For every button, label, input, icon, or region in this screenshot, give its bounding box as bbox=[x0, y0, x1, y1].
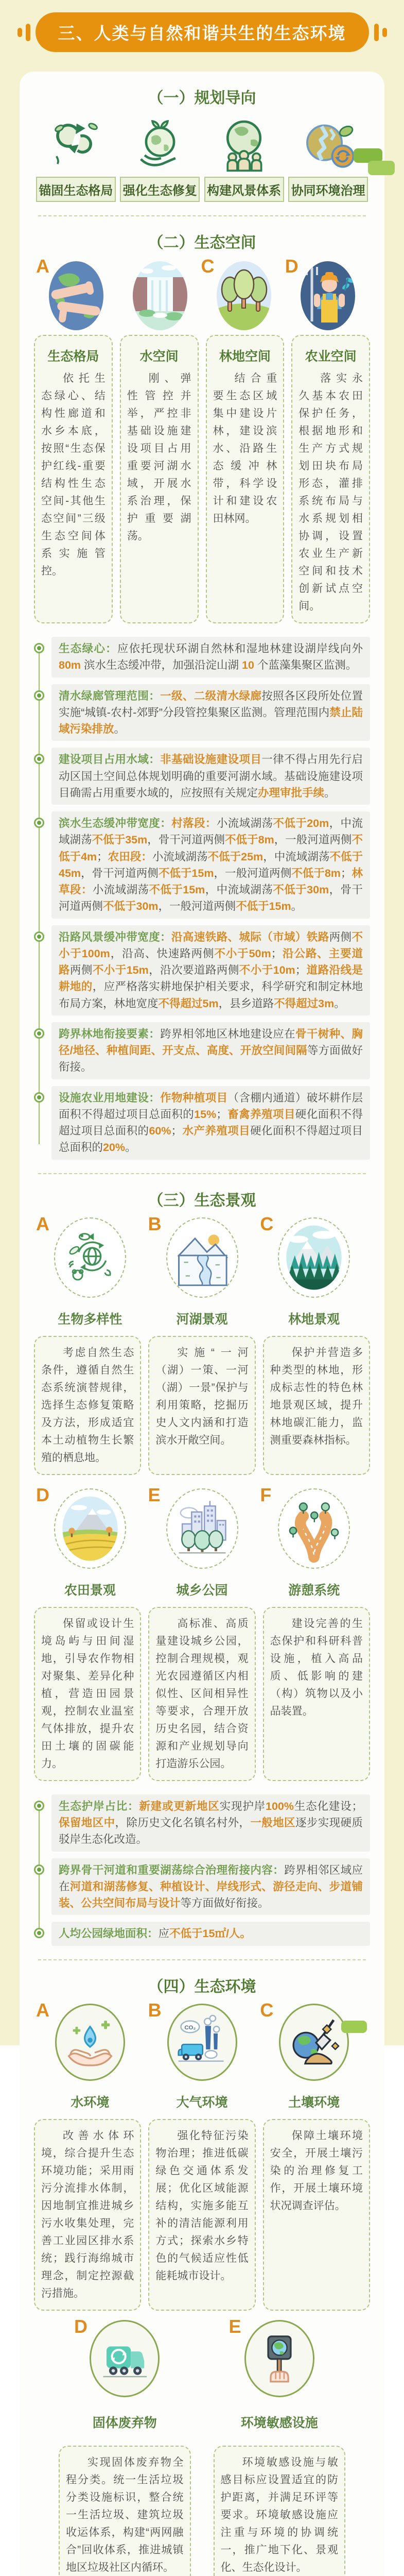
title-left-marks-icon bbox=[17, 24, 30, 41]
environment-row-1-cards bbox=[34, 2119, 370, 2311]
eco-space-bullets bbox=[34, 637, 370, 1160]
item-letter: D bbox=[285, 256, 298, 277]
environment-item bbox=[59, 2315, 191, 2397]
environment-card bbox=[34, 2119, 141, 2311]
eco-space-card bbox=[291, 335, 370, 623]
landscape-bullets bbox=[34, 1794, 370, 1946]
bullet-marker-icon bbox=[34, 690, 44, 701]
item-letter: E bbox=[229, 2315, 241, 2337]
bullet-text: 生态绿心：应依托现状环湖自然林和湿地林建设湖岸线向外 80m 滨水生态缓冲带，加强沿淀山湖 10 个蓝藻集聚区监测。 bbox=[51, 637, 370, 677]
biodiversity-icon bbox=[62, 1226, 118, 1290]
waterfall-icon bbox=[132, 260, 188, 332]
planning-item-label: 强化生态修复 bbox=[120, 177, 200, 202]
card-title: 林地空间 bbox=[219, 349, 271, 364]
caption: 固体废弃物 bbox=[92, 2415, 157, 2430]
bullet-marker-icon bbox=[34, 1865, 44, 1875]
bullet-item bbox=[34, 637, 370, 677]
caption: 城乡公园 bbox=[176, 1583, 228, 1598]
card-text: 强化特征污染物治理；推进低碳绿色交通体系发展；优化区域能源结构，实施多能互补的清洁能源利用方式；探索水乡特色的气候适应性低能耗城市设计。 bbox=[155, 2129, 249, 2282]
environment-item bbox=[258, 1999, 370, 2081]
environment-row-1-icons bbox=[34, 1999, 370, 2081]
bullet-item bbox=[34, 1858, 370, 1916]
bullet-marker-icon bbox=[34, 754, 44, 764]
landscape-row-1-captions bbox=[34, 1303, 370, 1333]
caption: 林地景观 bbox=[288, 1312, 340, 1327]
section-4-heading: （四）生态环境 bbox=[148, 1978, 256, 1995]
bullet-item bbox=[34, 1022, 370, 1079]
bullet-marker-icon bbox=[34, 1928, 44, 1938]
card-text: 保障土壤环境安全，开展土壤污染的治理修复工作，开展土壤环境状况调查评估。 bbox=[270, 2129, 363, 2212]
water-hands-icon bbox=[62, 2011, 118, 2074]
landscape-card bbox=[148, 1607, 255, 1781]
landscape-item bbox=[34, 1213, 146, 1298]
bullet-marker-icon bbox=[34, 931, 44, 942]
landscape-row-1-cards bbox=[34, 1336, 370, 1475]
card-text: 落实永久基本农田保护任务，根据地形和生产方式规划田块布局形态，灌排系统布局与水系规划相协调，设置农业生产新空间和技术创新试点空间。 bbox=[298, 372, 363, 613]
earth-hug-icon bbox=[48, 260, 104, 332]
planning-item bbox=[204, 115, 284, 202]
section-separator bbox=[38, 1959, 366, 1960]
card-text: 依托生态绿心、结构性廊道和水乡本底，按照“生态保护红线-重要结构性生态空间-其他生态空间”三级生态空间体系实施管控。 bbox=[41, 372, 106, 578]
landscape-item bbox=[146, 1213, 258, 1298]
caption: 游憩系统 bbox=[288, 1583, 340, 1598]
card-text: 环境敏感设施与敏感目标应设置适宜的防护距离，并满足环评等要求。环境敏感设施应注重与环境的协调统一，推广地下化、景观化、生态化设计。 bbox=[220, 2456, 338, 2573]
forest-trees-icon bbox=[216, 260, 272, 332]
bullet-marker-icon bbox=[34, 1092, 44, 1103]
item-letter: E bbox=[148, 1484, 161, 1505]
eco-space-item bbox=[118, 260, 202, 332]
landscape-card bbox=[148, 1336, 255, 1475]
corner-pill-bottom-icon bbox=[341, 2021, 367, 2033]
landscape-row-1-icons bbox=[34, 1213, 370, 1298]
co2-label: CO₂ bbox=[184, 2024, 196, 2031]
bullet-item bbox=[34, 1922, 370, 1945]
environment-card bbox=[148, 2119, 255, 2311]
card-text: 保护并营造多种类型的林地，形成标志性的特色林地景观区域，提升林地碳汇能力，监测重要森林指标。 bbox=[270, 1346, 363, 1446]
card-text: 刚、弹性管控并举，严控非基础设施建设项目占用重要河湖水域，开展水系治理，保护重要湖荡。 bbox=[127, 372, 191, 543]
eco-space-cards bbox=[34, 335, 370, 623]
city-park-icon bbox=[174, 1497, 231, 1561]
bullet-text: 生态护岸占比：新建或更新地区实现护岸100%生态化建设；保留地区中，除历史文化名镇名村外，一般地区逐步实现硬质驳岸生态化改造。 bbox=[51, 1794, 370, 1852]
card-text: 考虑自然生态条件，遵循自然生态系统演替规律，选择生态修复策略及方法，形成适宜本土动植物生长繁殖的栖息地。 bbox=[41, 1346, 134, 1464]
environment-row-2-cards bbox=[34, 2446, 370, 2576]
bullet-item bbox=[34, 1086, 370, 1160]
landscape-card bbox=[263, 1336, 370, 1475]
page-header bbox=[0, 0, 404, 52]
soil-shovel-icon bbox=[286, 2011, 342, 2074]
forest-landscape-icon bbox=[284, 1224, 344, 1291]
planning-item-label: 锚固生态格局 bbox=[36, 177, 116, 202]
card-text: 高标准、高质量建设城乡公园，控制合理规模，观光农园遵循区内相似性、区间相异性等要求，合理开放历史名园，结合资源和产业规划导向打造游乐公园。 bbox=[155, 1617, 249, 1770]
globe-people-icon bbox=[214, 115, 274, 173]
landscape-row-2-cards bbox=[34, 1607, 370, 1781]
card-text: 结合重要生态区域集中建设片林，建设滨水、沿路生态缓冲林带，科学设计和建设农田林网。 bbox=[213, 372, 277, 525]
card-text: 保留或设计生境岛屿与田间湿地，引导农作物相对聚集、差异化种植，营造田园景观，控制农业温室气体排放，提升农田土壤的固碳能力。 bbox=[41, 1617, 134, 1770]
environment-card bbox=[263, 2119, 370, 2311]
caption: 生物多样性 bbox=[58, 1312, 122, 1327]
eco-space-item bbox=[34, 256, 118, 332]
bullet-text: 滨水生态缓冲带宽度：村落段：小流域湖荡不低于20m，中流域湖荡不低于35m，骨干河道两侧不低于8m，一般河道两侧不低于4m；农田段：小流域湖荡不低于25m，中流域湖荡不低于45m，骨干河道两侧不低于15m，一般河道两侧不低于8m；林草段：小流域湖荡不低于15m，中流域湖荡不低于30m，骨干河道两侧不低于30m，一般河道两侧不低于15m。 bbox=[51, 811, 370, 919]
recycle-arrows-icon bbox=[45, 115, 106, 173]
bullet-text: 清水绿廊管理范围：一级、二级清水绿廊按照各区段所处位置实施“城镇-农村-郊野”分段管控集聚区监测。管理范围内禁止陆域污染排放。 bbox=[51, 684, 370, 741]
planning-item bbox=[120, 115, 200, 202]
item-letter: A bbox=[36, 1999, 49, 2021]
landscape-row-2-icons bbox=[34, 1484, 370, 1569]
bullet-text: 沿路风景缓冲带宽度：沿高速铁路、城际（市域）铁路两侧不小于100m，沿高、快速路两侧不小于50m；沿公路、主要道路两侧不小于15m，沿次要道路两侧不小于10m；道路沿线是耕地的，应严格落实耕地保护相关要求，科学研究和制定林地布局方案，林地宽度不得超过5m，县乡道路不得超过3m。 bbox=[51, 925, 370, 1015]
co2-truck-icon bbox=[174, 2011, 230, 2074]
environment-row-2-icons bbox=[34, 2315, 370, 2397]
landscape-card bbox=[34, 1336, 141, 1475]
planning-item-label: 协同环境治理 bbox=[288, 177, 368, 202]
card-text: 建设完善的生态保护和科研科普设施，植入高品质、低影响的建（构）筑物以及小品装置。 bbox=[270, 1617, 363, 1717]
bullet-text: 设施农业用地建设：作物种植项目（含棚内通道）破坏耕作层面积不得超过项目总面积的15%；畜禽养殖项目硬化面积不得超过项目总面积的60%；水产养殖项目硬化面积不得超过项目总面积的20%。 bbox=[51, 1086, 370, 1160]
bullet-item bbox=[34, 925, 370, 1015]
landscape-row-2-captions bbox=[34, 1574, 370, 1604]
bullet-text: 建设项目占用水域：非基础设施建设项目一律不得占用先行启动区国土空间总体规划明确的重要河湖水域。基础设施建设项目确需占用重要水域的，应按照有关规定办理审批手续。 bbox=[51, 748, 370, 805]
planning-item-label: 构建风景体系 bbox=[204, 177, 284, 202]
bullet-item bbox=[34, 1794, 370, 1852]
recycle-truck-icon bbox=[97, 2327, 152, 2390]
item-letter: B bbox=[148, 1213, 162, 1234]
item-letter: C bbox=[260, 1999, 274, 2021]
environment-card bbox=[214, 2446, 346, 2576]
environment-item bbox=[146, 1999, 258, 2081]
bullet-item bbox=[34, 811, 370, 919]
corner-pills-top-icon bbox=[354, 148, 395, 180]
bullet-text: 跨界骨干河道和重要湖荡综合治理衔接内容：跨界相邻区域应在河道和湖荡修复、种植设计、岸线形式、游径走向、步道铺装、公共空间布局与设计等方面做好衔接。 bbox=[51, 1858, 370, 1916]
card-title: 农业空间 bbox=[305, 349, 357, 364]
landscape-card bbox=[34, 1607, 141, 1781]
card-title: 水空间 bbox=[139, 349, 179, 364]
item-letter: F bbox=[260, 1484, 272, 1505]
river-landscape-icon bbox=[174, 1226, 231, 1290]
landscape-item bbox=[258, 1484, 370, 1569]
bullet-item bbox=[34, 684, 370, 741]
environment-item bbox=[34, 1999, 146, 2081]
caption: 土壤环境 bbox=[288, 2095, 340, 2110]
farmer-icon bbox=[300, 260, 356, 332]
bullet-text: 跨界林地衔接要素：跨界相邻地区林地建设应在骨干树种、胸径/地径、种植间距、开支点、高度、开放空间间隔等方面做好衔接。 bbox=[51, 1022, 370, 1079]
section-2-heading: （二）生态空间 bbox=[148, 234, 256, 251]
landscape-card bbox=[263, 1607, 370, 1781]
caption: 农田景观 bbox=[64, 1583, 116, 1598]
section-3-heading: （三）生态景观 bbox=[148, 1192, 256, 1209]
eco-space-card bbox=[206, 335, 285, 623]
content-card bbox=[20, 72, 384, 2576]
caption: 大气环境 bbox=[176, 2095, 228, 2110]
item-letter: A bbox=[36, 1213, 49, 1234]
bullet-text: 人均公园绿地面积：应不低于15㎡/人。 bbox=[51, 1922, 370, 1945]
bullet-marker-icon bbox=[34, 818, 44, 828]
bullet-marker-icon bbox=[34, 1801, 44, 1811]
globe-repair-leaf-icon bbox=[298, 115, 359, 173]
caption: 水环境 bbox=[71, 2095, 110, 2110]
farmland-icon bbox=[60, 1495, 120, 1562]
page-title: 三、人类与自然和谐共生的生态环境 bbox=[36, 12, 369, 52]
bullet-marker-icon bbox=[34, 1028, 44, 1039]
environment-card bbox=[59, 2446, 191, 2576]
caption: 河湖景观 bbox=[176, 1312, 228, 1327]
landscape-item bbox=[258, 1213, 370, 1298]
environment-row-2-captions bbox=[34, 2406, 370, 2436]
landscape-item bbox=[34, 1484, 146, 1569]
earth-sprout-hand-icon bbox=[130, 115, 190, 173]
section-separator bbox=[38, 215, 366, 216]
planning-icon-row bbox=[34, 115, 370, 202]
card-title: 生态格局 bbox=[47, 349, 99, 364]
caption: 环境敏感设施 bbox=[240, 2415, 318, 2430]
trail-icon bbox=[286, 1497, 342, 1561]
bullet-marker-icon bbox=[34, 643, 44, 653]
item-letter: B bbox=[148, 1999, 162, 2021]
planning-item bbox=[36, 115, 116, 202]
item-letter: D bbox=[36, 1484, 49, 1505]
eco-space-card bbox=[120, 335, 199, 623]
eco-space-item bbox=[201, 256, 286, 332]
item-letter: A bbox=[36, 256, 49, 277]
eco-space-icon-row bbox=[34, 256, 370, 332]
title-right-marks-icon bbox=[374, 24, 387, 41]
environment-row-1-captions bbox=[34, 2086, 370, 2116]
bullet-item bbox=[34, 748, 370, 805]
card-text: 改善水体环境，综合提升生态环境功能；采用雨污分流排水体制，因地制宜推进城乡污水收集处理，完善工业园区排水系统；践行海绵城市理念，制定控源截污措施。 bbox=[41, 2129, 134, 2299]
section-separator bbox=[38, 1173, 366, 1174]
earth-sign-icon bbox=[252, 2327, 307, 2390]
item-letter: D bbox=[74, 2315, 87, 2337]
landscape-item bbox=[146, 1484, 258, 1569]
environment-item bbox=[214, 2315, 346, 2397]
item-letter: C bbox=[201, 256, 215, 277]
card-text: 实施“一河（湖）一策、一河（湖）一景”保护与利用策略，挖掘历史人文内涵和打造滨水开敞空间。 bbox=[155, 1346, 249, 1446]
item-letter: C bbox=[260, 1213, 274, 1234]
card-text: 实现固体废弃物全程分类。统一生活垃圾分类设施标识，整合统一生活垃圾、建筑垃圾收运体系，构建“两网融合”回收体系，推进城镇地区垃圾社区内循环。 bbox=[66, 2456, 184, 2573]
eco-space-card bbox=[34, 335, 113, 623]
eco-space-item bbox=[285, 256, 370, 332]
section-1-heading: （一）规划导向 bbox=[148, 90, 256, 107]
